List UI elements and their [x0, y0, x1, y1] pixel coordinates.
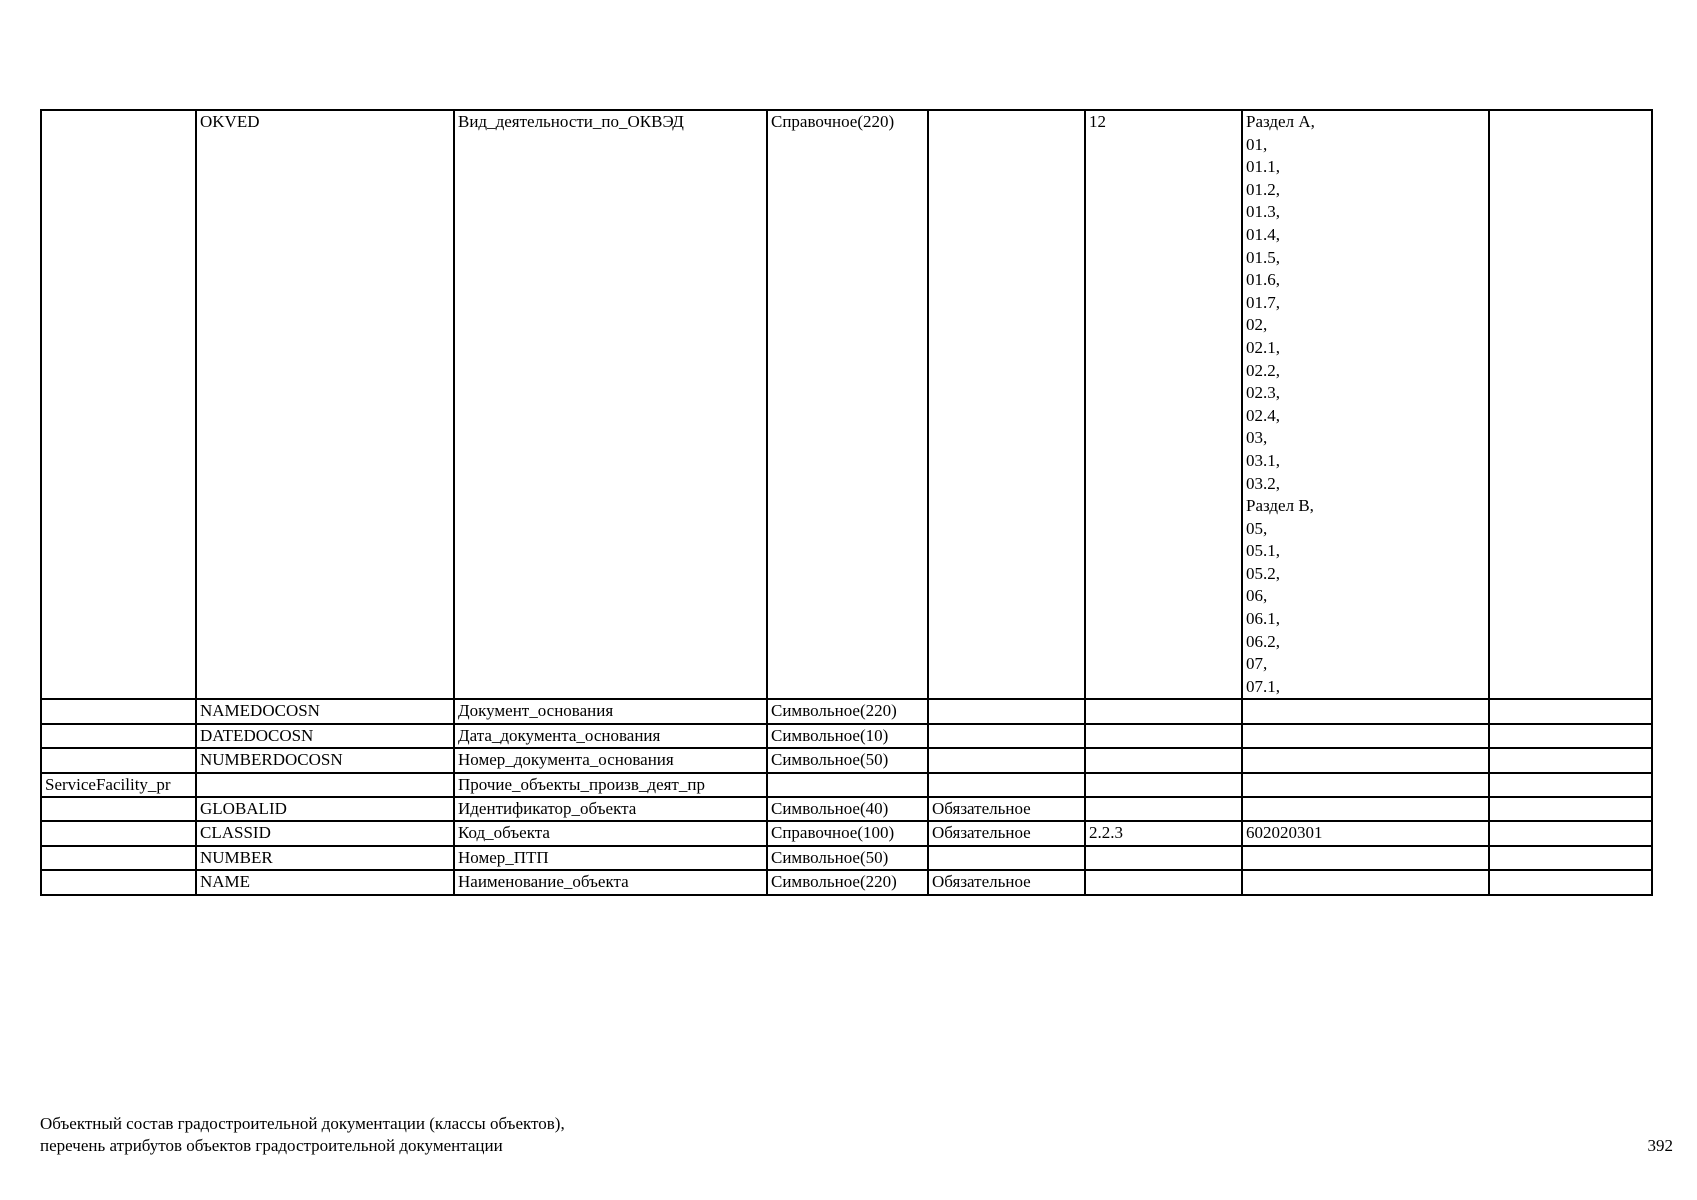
note-cell — [1489, 821, 1652, 845]
field-type-cell — [767, 773, 928, 797]
note-cell — [1489, 870, 1652, 894]
note-cell — [1489, 724, 1652, 748]
class-name-cell — [41, 724, 196, 748]
reference-cell — [1085, 870, 1242, 894]
value-item: 03.2, — [1246, 473, 1280, 493]
class-name-cell — [41, 748, 196, 772]
field-type-cell: Символьное(40) — [767, 797, 928, 821]
class-name-cell — [41, 699, 196, 723]
field-name-cell: NUMBER — [196, 846, 454, 870]
value-item: 01.3, — [1246, 202, 1280, 222]
class-name-cell: ServiceFacility_pr — [41, 773, 196, 797]
mandatory-cell — [928, 110, 1085, 699]
reference-cell — [1085, 724, 1242, 748]
value-cell — [1242, 724, 1489, 748]
reference-cell — [1085, 846, 1242, 870]
field-name-cell: DATEDOCOSN — [196, 724, 454, 748]
value-cell — [1242, 846, 1489, 870]
page-footer — [40, 1113, 565, 1157]
page-number: 392 — [1647, 1136, 1673, 1155]
field-alias-cell: Код_объекта — [454, 821, 767, 845]
field-alias-cell: Дата_документа_основания — [454, 724, 767, 748]
field-alias-cell: Идентификатор_объекта — [454, 797, 767, 821]
field-alias-cell: Прочие_объекты_произв_деят_пр — [454, 773, 767, 797]
field-alias-cell: Номер_ПТП — [454, 846, 767, 870]
reference-cell — [1085, 699, 1242, 723]
mandatory-cell — [928, 773, 1085, 797]
mandatory-cell — [928, 846, 1085, 870]
field-name-cell: GLOBALID — [196, 797, 454, 821]
value-item: Раздел В, — [1246, 496, 1314, 516]
value-cell — [1242, 748, 1489, 772]
table-row — [41, 846, 1652, 870]
table-row — [41, 870, 1652, 894]
field-alias-cell: Наименование_объекта — [454, 870, 767, 894]
table-row — [41, 821, 1652, 845]
table-row — [41, 110, 1652, 699]
class-name-cell — [41, 870, 196, 894]
note-cell — [1489, 748, 1652, 772]
value-cell — [1242, 797, 1489, 821]
value-item: 06.2, — [1246, 631, 1280, 651]
attributes-table — [40, 109, 1653, 896]
footer-title-line-1: Объектный состав градостроительной документации (классы объектов), — [40, 1114, 565, 1133]
value-item: 01.4, — [1246, 224, 1280, 244]
value-item: 03, — [1246, 428, 1268, 448]
field-type-cell: Символьное(220) — [767, 870, 928, 894]
note-cell — [1489, 773, 1652, 797]
table-row — [41, 773, 1652, 797]
value-item: 05, — [1246, 518, 1268, 538]
footer-title-line-2: перечень атрибутов объектов градостроительной документации — [40, 1136, 503, 1155]
table-row — [41, 699, 1652, 723]
field-name-cell: NAME — [196, 870, 454, 894]
field-alias-cell: Вид_деятельности_по_ОКВЭД — [454, 110, 767, 699]
value-item: 06, — [1246, 586, 1268, 606]
table-row — [41, 797, 1652, 821]
value-item: 01.7, — [1246, 292, 1280, 312]
value-item: 02.2, — [1246, 360, 1280, 380]
value-item: 02.4, — [1246, 405, 1280, 425]
note-cell — [1489, 846, 1652, 870]
value-item: 02, — [1246, 315, 1268, 335]
table-body — [41, 110, 1652, 895]
note-cell — [1489, 110, 1652, 699]
class-name-cell — [41, 846, 196, 870]
value-cell — [1242, 699, 1489, 723]
field-alias-cell: Документ_основания — [454, 699, 767, 723]
values-list-cell — [1242, 110, 1489, 699]
table-row — [41, 748, 1652, 772]
value-item: 02.3, — [1246, 383, 1280, 403]
mandatory-cell: Обязательное — [928, 821, 1085, 845]
value-item: 02.1, — [1246, 337, 1280, 357]
value-item: 01.2, — [1246, 179, 1280, 199]
reference-cell — [1085, 773, 1242, 797]
value-item: 03.1, — [1246, 450, 1280, 470]
reference-cell: 12 — [1085, 110, 1242, 699]
field-type-cell: Символьное(220) — [767, 699, 928, 723]
mandatory-cell — [928, 748, 1085, 772]
field-type-cell: Справочное(220) — [767, 110, 928, 699]
value-item: 05.1, — [1246, 541, 1280, 561]
reference-cell — [1085, 797, 1242, 821]
field-type-cell: Символьное(10) — [767, 724, 928, 748]
value-cell — [1242, 870, 1489, 894]
value-item: 01.5, — [1246, 247, 1280, 267]
class-name-cell — [41, 110, 196, 699]
field-type-cell: Справочное(100) — [767, 821, 928, 845]
field-name-cell: OKVED — [196, 110, 454, 699]
field-type-cell: Символьное(50) — [767, 748, 928, 772]
mandatory-cell — [928, 699, 1085, 723]
note-cell — [1489, 797, 1652, 821]
value-item: 07.1, — [1246, 676, 1280, 696]
reference-cell: 2.2.3 — [1085, 821, 1242, 845]
value-item: Раздел А, — [1246, 112, 1315, 131]
value-cell — [1242, 773, 1489, 797]
field-name-cell: CLASSID — [196, 821, 454, 845]
field-alias-cell: Номер_документа_основания — [454, 748, 767, 772]
reference-cell — [1085, 748, 1242, 772]
field-type-cell: Символьное(50) — [767, 846, 928, 870]
value-item: 06.1, — [1246, 609, 1280, 629]
mandatory-cell: Обязательное — [928, 870, 1085, 894]
field-name-cell — [196, 773, 454, 797]
field-name-cell: NAMEDOCOSN — [196, 699, 454, 723]
value-item: 05.2, — [1246, 563, 1280, 583]
class-name-cell — [41, 797, 196, 821]
field-name-cell: NUMBERDOCOSN — [196, 748, 454, 772]
mandatory-cell: Обязательное — [928, 797, 1085, 821]
mandatory-cell — [928, 724, 1085, 748]
value-cell: 602020301 — [1242, 821, 1489, 845]
table-row — [41, 724, 1652, 748]
class-name-cell — [41, 821, 196, 845]
value-item: 07, — [1246, 654, 1268, 674]
note-cell — [1489, 699, 1652, 723]
value-item: 01.6, — [1246, 270, 1280, 290]
value-item: 01, — [1246, 134, 1268, 154]
value-item: 01.1, — [1246, 157, 1280, 177]
